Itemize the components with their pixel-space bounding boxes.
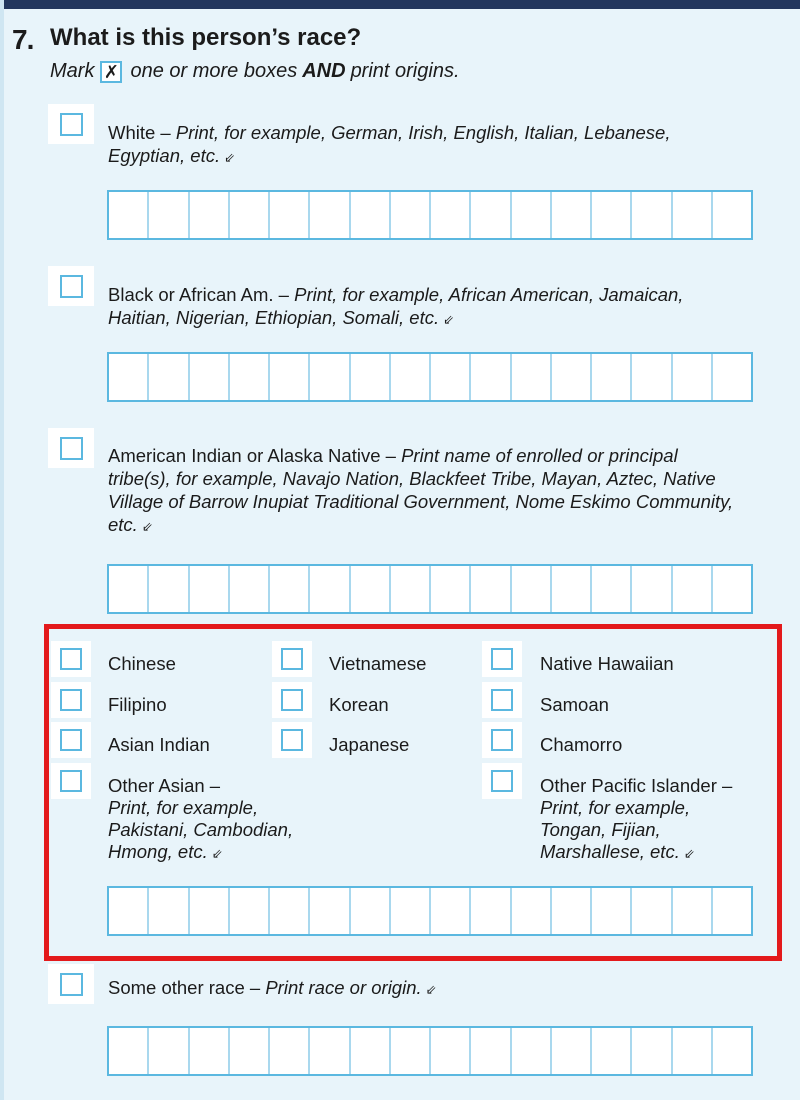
write-in-cell[interactable] bbox=[431, 1028, 471, 1074]
instruction-mark: Mark bbox=[50, 60, 95, 82]
chinese-label: Chinese bbox=[108, 653, 176, 674]
instruction bbox=[50, 60, 460, 83]
black-write-in[interactable] bbox=[107, 352, 753, 402]
question-number: 7. bbox=[12, 24, 34, 55]
black-label bbox=[108, 283, 748, 331]
write-in-cell[interactable] bbox=[592, 888, 632, 934]
write-in-cell[interactable] bbox=[673, 1028, 713, 1074]
arrow-icon: ⇙ bbox=[224, 150, 235, 165]
write-in-cell[interactable] bbox=[190, 566, 230, 612]
write-in-cell[interactable] bbox=[673, 192, 713, 238]
other-pacific-line3: Marshallese, etc. bbox=[540, 841, 680, 862]
other-asian-line1: Print, for example, bbox=[108, 797, 259, 818]
write-in-cell[interactable] bbox=[512, 192, 552, 238]
write-in-cell[interactable] bbox=[471, 888, 511, 934]
write-in-cell[interactable] bbox=[190, 354, 230, 400]
write-in-cell[interactable] bbox=[230, 566, 270, 612]
vietnamese-checkbox-area[interactable] bbox=[272, 641, 312, 677]
samoan-checkbox-area[interactable] bbox=[482, 682, 522, 718]
write-in-cell[interactable] bbox=[552, 1028, 592, 1074]
other-asian-line3: Hmong, etc. bbox=[108, 841, 208, 862]
other-pacific-label bbox=[540, 775, 776, 865]
write-in-cell[interactable] bbox=[632, 192, 672, 238]
write-in-cell[interactable] bbox=[149, 1028, 189, 1074]
write-in-cell[interactable] bbox=[592, 566, 632, 612]
white-checkbox-area[interactable] bbox=[48, 104, 94, 144]
some-other-example: Print race or origin. bbox=[265, 977, 422, 998]
write-in-cell[interactable] bbox=[391, 888, 431, 934]
write-in-cell[interactable] bbox=[713, 354, 751, 400]
write-in-cell[interactable] bbox=[270, 192, 310, 238]
asian-indian-label: Asian Indian bbox=[108, 734, 210, 755]
filipino-checkbox-area[interactable] bbox=[51, 682, 91, 718]
write-in-cell[interactable] bbox=[310, 566, 350, 612]
write-in-cell[interactable] bbox=[592, 192, 632, 238]
japanese-label: Japanese bbox=[329, 734, 410, 755]
write-in-cell[interactable] bbox=[431, 888, 471, 934]
write-in-cell[interactable] bbox=[512, 566, 552, 612]
other-asian-name: Other Asian – bbox=[108, 775, 221, 796]
write-in-cell[interactable] bbox=[310, 1028, 350, 1074]
write-in-cell[interactable] bbox=[351, 888, 391, 934]
write-in-cell[interactable] bbox=[230, 1028, 270, 1074]
american-indian-checkbox-area[interactable] bbox=[48, 428, 94, 468]
write-in-cell[interactable] bbox=[310, 192, 350, 238]
left-edge bbox=[0, 0, 4, 1100]
write-in-cell[interactable] bbox=[471, 192, 511, 238]
write-in-cell[interactable] bbox=[391, 566, 431, 612]
chamorro-label: Chamorro bbox=[540, 734, 623, 755]
write-in-cell[interactable] bbox=[109, 192, 149, 238]
write-in-cell[interactable] bbox=[512, 888, 552, 934]
american-indian-name: American Indian or Alaska Native – bbox=[108, 445, 396, 466]
native-hawaiian-label: Native Hawaiian bbox=[540, 653, 674, 674]
write-in-cell[interactable] bbox=[431, 566, 471, 612]
write-in-cell[interactable] bbox=[149, 354, 189, 400]
filipino-label: Filipino bbox=[108, 694, 167, 715]
other-pacific-checkbox[interactable] bbox=[491, 770, 513, 792]
write-in-cell[interactable] bbox=[351, 354, 391, 400]
write-in-cell[interactable] bbox=[270, 888, 310, 934]
other-asian-line2: Pakistani, Cambodian, bbox=[108, 819, 294, 840]
write-in-cell[interactable] bbox=[431, 354, 471, 400]
write-in-cell[interactable] bbox=[713, 888, 751, 934]
x-mark-icon: ✗ bbox=[100, 61, 122, 83]
other-asian-label bbox=[108, 775, 358, 865]
write-in-cell[interactable] bbox=[270, 1028, 310, 1074]
write-in-cell[interactable] bbox=[149, 192, 189, 238]
some-other-name: Some other race – bbox=[108, 977, 261, 998]
some-other-write-in[interactable] bbox=[107, 1026, 753, 1076]
write-in-cell[interactable] bbox=[351, 1028, 391, 1074]
black-checkbox-area[interactable] bbox=[48, 266, 94, 306]
write-in-cell[interactable] bbox=[471, 566, 511, 612]
other-asian-checkbox[interactable] bbox=[60, 770, 82, 792]
black-name: Black or African Am. – bbox=[108, 284, 289, 305]
write-in-cell[interactable] bbox=[713, 192, 751, 238]
other-pacific-line2: Tongan, Fijian, bbox=[540, 819, 661, 840]
write-in-cell[interactable] bbox=[673, 888, 713, 934]
write-in-cell[interactable] bbox=[632, 888, 672, 934]
arrow-icon: ⇙ bbox=[443, 312, 455, 327]
write-in-cell[interactable] bbox=[552, 888, 592, 934]
write-in-cell[interactable] bbox=[270, 354, 310, 400]
top-bar bbox=[0, 0, 800, 9]
native-hawaiian-checkbox-area[interactable] bbox=[482, 641, 522, 677]
white-name: White – bbox=[108, 122, 171, 143]
question-title: What is this person’s race? bbox=[50, 24, 362, 51]
write-in-cell[interactable] bbox=[391, 192, 431, 238]
write-in-cell[interactable] bbox=[230, 354, 270, 400]
american-indian-example: Print name of enrolled or principal tribe(s), for example, Navajo Nation, Blackfeet Tribe, Mayan, Aztec, Native Village of Barrow Inupiat Traditional Government, Nome Eskimo Community, etc. bbox=[108, 445, 734, 535]
arrow-icon: ⇙ bbox=[683, 846, 695, 861]
arrow-icon: ⇙ bbox=[211, 846, 223, 861]
write-in-cell[interactable] bbox=[109, 566, 149, 612]
arrow-icon: ⇙ bbox=[425, 982, 437, 997]
other-pacific-name: Other Pacific Islander – bbox=[540, 775, 733, 796]
vietnamese-label: Vietnamese bbox=[329, 653, 427, 674]
write-in-cell[interactable] bbox=[632, 1028, 672, 1074]
write-in-cell[interactable] bbox=[673, 354, 713, 400]
write-in-cell[interactable] bbox=[592, 1028, 632, 1074]
samoan-label: Samoan bbox=[540, 694, 609, 715]
write-in-cell[interactable] bbox=[149, 566, 189, 612]
write-in-cell[interactable] bbox=[310, 888, 350, 934]
write-in-cell[interactable] bbox=[310, 354, 350, 400]
other-asian-checkbox-area[interactable] bbox=[51, 763, 91, 799]
japanese-checkbox[interactable] bbox=[281, 729, 303, 751]
korean-checkbox-area[interactable] bbox=[272, 682, 312, 718]
other-pacific-line1: Print, for example, bbox=[540, 797, 691, 818]
some-other-checkbox[interactable] bbox=[60, 973, 83, 996]
write-in-cell[interactable] bbox=[391, 354, 431, 400]
white-label bbox=[108, 121, 738, 169]
white-checkbox[interactable] bbox=[60, 113, 83, 136]
other-pacific-checkbox-area[interactable] bbox=[482, 763, 522, 799]
black-checkbox[interactable] bbox=[60, 275, 83, 298]
instruction-text-2: print origins. bbox=[350, 60, 460, 82]
native-hawaiian-checkbox[interactable] bbox=[491, 648, 513, 670]
chamorro-checkbox-area[interactable] bbox=[482, 722, 522, 758]
write-in-cell[interactable] bbox=[190, 192, 230, 238]
write-in-cell[interactable] bbox=[673, 566, 713, 612]
korean-checkbox[interactable] bbox=[281, 689, 303, 711]
write-in-cell[interactable] bbox=[230, 192, 270, 238]
write-in-cell[interactable] bbox=[190, 888, 230, 934]
write-in-cell[interactable] bbox=[632, 354, 672, 400]
write-in-cell[interactable] bbox=[270, 566, 310, 612]
write-in-cell[interactable] bbox=[512, 354, 552, 400]
chinese-checkbox-area[interactable] bbox=[51, 641, 91, 677]
write-in-cell[interactable] bbox=[230, 888, 270, 934]
write-in-cell[interactable] bbox=[109, 888, 149, 934]
asian-indian-checkbox[interactable] bbox=[60, 729, 82, 751]
write-in-cell[interactable] bbox=[351, 192, 391, 238]
arrow-icon: ⇙ bbox=[141, 519, 153, 534]
write-in-cell[interactable] bbox=[351, 566, 391, 612]
write-in-cell[interactable] bbox=[552, 354, 592, 400]
write-in-cell[interactable] bbox=[149, 888, 189, 934]
american-indian-checkbox[interactable] bbox=[60, 437, 83, 460]
write-in-cell[interactable] bbox=[471, 1028, 511, 1074]
write-in-cell[interactable] bbox=[391, 1028, 431, 1074]
chinese-checkbox[interactable] bbox=[60, 648, 82, 670]
asian-pacific-write-in[interactable] bbox=[107, 886, 753, 936]
instruction-and: AND bbox=[302, 60, 346, 82]
write-in-cell[interactable] bbox=[552, 192, 592, 238]
american-indian-label bbox=[108, 444, 738, 538]
vietnamese-checkbox[interactable] bbox=[281, 648, 303, 670]
korean-label: Korean bbox=[329, 694, 389, 715]
write-in-cell[interactable] bbox=[512, 1028, 552, 1074]
write-in-cell[interactable] bbox=[632, 566, 672, 612]
instruction-text-1: one or more boxes bbox=[130, 60, 298, 82]
some-other-label bbox=[108, 976, 748, 1001]
japanese-checkbox-area[interactable] bbox=[272, 722, 312, 758]
write-in-cell[interactable] bbox=[592, 354, 632, 400]
white-write-in[interactable] bbox=[107, 190, 753, 240]
black-example: Print, for example, African American, Jamaican, Haitian, Nigerian, Ethiopian, Somali, etc. bbox=[108, 284, 684, 328]
write-in-cell[interactable] bbox=[109, 354, 149, 400]
asian-indian-checkbox-area[interactable] bbox=[51, 722, 91, 758]
white-example: Print, for example, German, Irish, English, Italian, Lebanese, Egyptian, etc. bbox=[108, 122, 671, 166]
samoan-checkbox[interactable] bbox=[491, 689, 513, 711]
write-in-cell[interactable] bbox=[190, 1028, 230, 1074]
write-in-cell[interactable] bbox=[431, 192, 471, 238]
write-in-cell[interactable] bbox=[713, 1028, 751, 1074]
write-in-cell[interactable] bbox=[713, 566, 751, 612]
write-in-cell[interactable] bbox=[471, 354, 511, 400]
chamorro-checkbox[interactable] bbox=[491, 729, 513, 751]
write-in-cell[interactable] bbox=[552, 566, 592, 612]
some-other-checkbox-area[interactable] bbox=[48, 964, 94, 1004]
american-indian-write-in[interactable] bbox=[107, 564, 753, 614]
filipino-checkbox[interactable] bbox=[60, 689, 82, 711]
write-in-cell[interactable] bbox=[109, 1028, 149, 1074]
